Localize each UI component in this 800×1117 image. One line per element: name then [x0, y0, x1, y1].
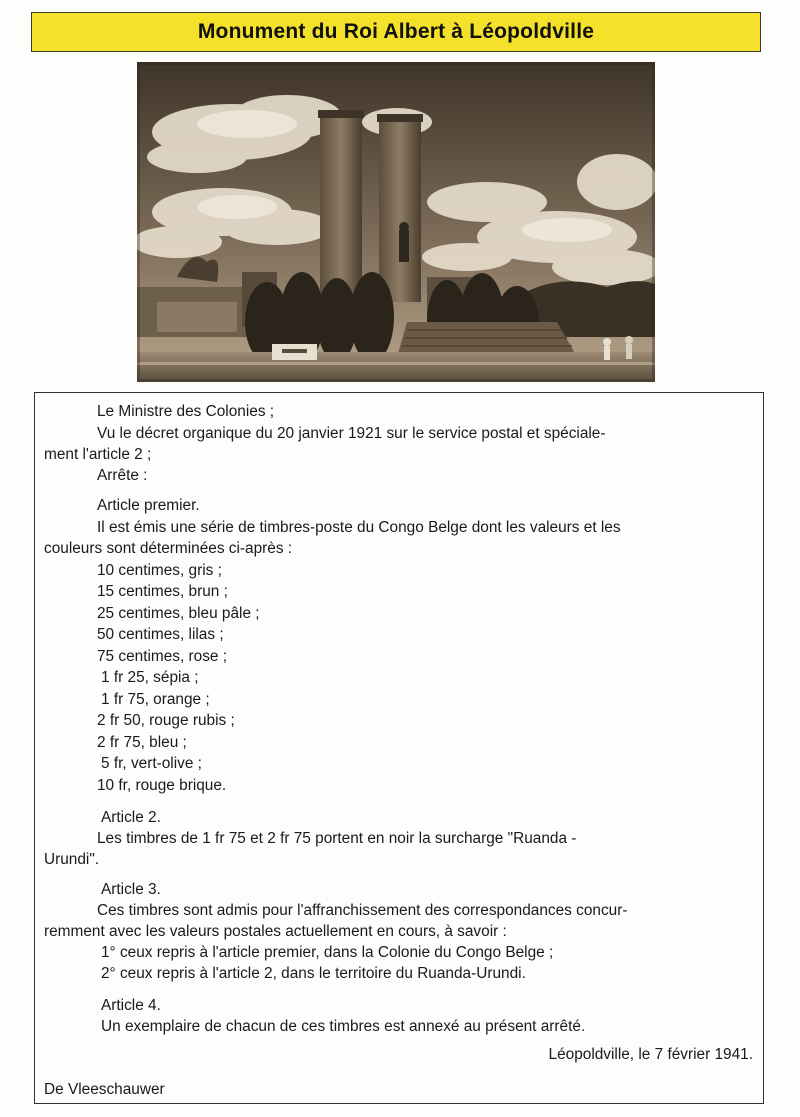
signature: De Vleeschauwer	[44, 1081, 165, 1098]
article-3-text-continued: remment avec les valeurs postales actuellement en cours, à savoir :	[44, 923, 507, 940]
stamp-item: 75 centimes, rose ;	[97, 648, 228, 665]
article-4-text: Un exemplaire de chacun de ces timbres est annexé au présent arrêté.	[101, 1018, 586, 1035]
article-3-text: Ces timbres sont admis pour l'affranchissement des correspondances concur-	[97, 902, 628, 919]
stamp-item: 2 fr 50, rouge rubis ;	[97, 712, 235, 729]
article-2-heading: Article 2.	[101, 809, 161, 826]
article-2-text: Les timbres de 1 fr 75 et 2 fr 75 portent en noir la surcharge "Ruanda -	[97, 830, 577, 847]
article-4-heading: Article 4.	[101, 997, 161, 1014]
article-3-heading: Article 3.	[101, 881, 161, 898]
stamp-item: 2 fr 75, bleu ;	[97, 734, 187, 751]
stamp-item: 50 centimes, lilas ;	[97, 626, 224, 643]
stamp-item: 5 fr, vert-olive ;	[101, 755, 202, 772]
place-and-date: Léopoldville, le 7 février 1941.	[548, 1046, 753, 1063]
stamp-item: 25 centimes, bleu pâle ;	[97, 605, 260, 622]
page-title: Monument du Roi Albert à Léopoldville	[31, 12, 761, 52]
stamp-item: 10 fr, rouge brique.	[97, 777, 227, 794]
article-1-heading: Article premier.	[97, 497, 200, 514]
stamp-item: 15 centimes, brun ;	[97, 583, 228, 600]
vu-line: Vu le décret organique du 20 janvier 1921 sur le service postal et spéciale-	[97, 425, 606, 442]
arrete-line: Arrête :	[97, 467, 148, 484]
article-3-item-2: 2° ceux repris à l'article 2, dans le territoire du Ruanda-Urundi.	[101, 965, 526, 982]
stamp-item: 1 fr 25, sépia ;	[101, 669, 199, 686]
stamp-item: 10 centimes, gris ;	[97, 562, 222, 579]
stamp-item: 1 fr 75, orange ;	[101, 691, 210, 708]
minister-line: Le Ministre des Colonies ;	[97, 403, 275, 420]
article-3-item-1: 1° ceux repris à l'article premier, dans la Colonie du Congo Belge ;	[101, 944, 554, 961]
decree-text-box	[34, 392, 764, 1104]
vu-line-continued: ment l'article 2 ;	[44, 446, 152, 463]
article-2-text-continued: Urundi".	[44, 851, 100, 868]
monument-photo	[137, 62, 655, 382]
article-1-text: Il est émis une série de timbres-poste du Congo Belge dont les valeurs et les	[97, 519, 621, 536]
article-1-text-continued: couleurs sont déterminées ci-après :	[44, 540, 293, 557]
